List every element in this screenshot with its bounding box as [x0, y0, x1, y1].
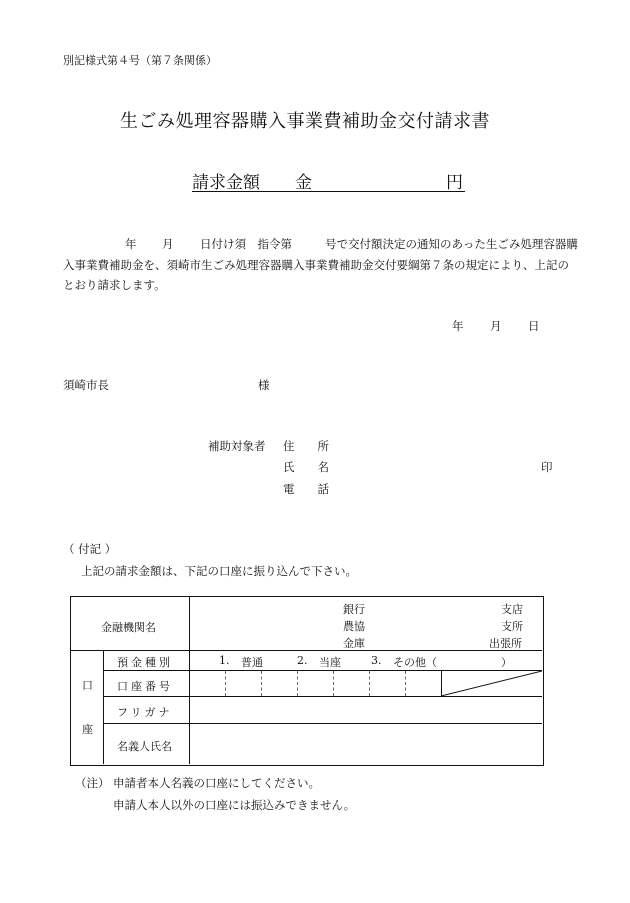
account-diagonal-slash — [441, 671, 542, 696]
holder-name-label: 名義人氏名 — [117, 740, 172, 753]
addressee-sama: 様 — [258, 378, 270, 392]
account-digit-divider — [405, 671, 406, 696]
footnote-line1: 申請者本人名義の口座にしてください。 — [113, 776, 320, 790]
addressee-mayor: 須崎市長 — [63, 378, 109, 392]
date-day: 日 — [528, 319, 540, 333]
kouza-ku: 口 — [82, 679, 93, 692]
body-date-text: 日付け須 指令第 — [200, 237, 292, 251]
applicant-seal: 印 — [541, 460, 553, 474]
furigana-row-divider — [103, 723, 542, 724]
deposit-opt3-num: 3. — [371, 654, 382, 667]
account-digit-divider — [225, 671, 226, 696]
body-line3: とおり請求します。 — [63, 278, 166, 292]
applicant-phone-label: 電 話 — [283, 482, 329, 496]
amount-underline — [192, 191, 465, 192]
account-number-label: 口座番号 — [117, 680, 173, 693]
branch-label: 支店 — [501, 603, 523, 616]
amount-yen: 円 — [446, 173, 463, 193]
footnote-line2: 申請人本人以外の口座には振込みできません。 — [113, 798, 356, 812]
account-digit-divider — [369, 671, 370, 696]
date-month: 月 — [490, 319, 502, 333]
label-column-divider — [189, 597, 190, 764]
institution-label: 金融機関名 — [101, 621, 156, 634]
body-year: 年 — [125, 237, 137, 251]
account-digit-divider — [333, 671, 334, 696]
amount-kin: 金 — [295, 173, 312, 193]
applicant-label: 補助対象者 — [208, 439, 266, 453]
document-title: 生ごみ処理容器購入事業費補助金交付請求書 — [120, 111, 490, 132]
bank-label: 銀行 — [343, 603, 365, 616]
applicant-name-label: 氏 名 — [283, 460, 329, 474]
deposit-type-label: 預金種別 — [117, 656, 173, 669]
institution-row-divider — [71, 650, 542, 651]
kouza-za: 座 — [82, 723, 93, 736]
deposit-opt1[interactable]: 普通 — [241, 656, 263, 669]
branch-office-label: 支所 — [501, 620, 523, 633]
applicant-address-label: 住 所 — [283, 439, 329, 453]
account-number-row-divider — [103, 696, 542, 697]
furigana-label: フリガナ — [117, 706, 173, 719]
account-digit-divider — [297, 671, 298, 696]
kouza-column-divider — [103, 650, 104, 764]
sub-office-label: 出張所 — [489, 637, 522, 650]
agri-label: 農協 — [343, 620, 365, 633]
amount-label: 請求金額 — [192, 173, 260, 193]
body-line2: 入事業費補助金を、須崎市生ごみ処理容器購入事業費補助金交付要綱第７条の規定により、上記の — [63, 258, 569, 272]
date-year: 年 — [452, 319, 464, 333]
note-text: 上記の請求金額は、下記の口座に振り込んで下さい。 — [81, 564, 357, 578]
account-digit-divider — [261, 671, 262, 696]
bank-account-table — [70, 596, 544, 766]
deposit-opt3[interactable]: その他（ — [393, 656, 437, 669]
deposit-opt2[interactable]: 当座 — [319, 656, 341, 669]
deposit-opt2-num: 2. — [297, 654, 308, 667]
credit-label: 金庫 — [343, 637, 365, 650]
body-number-text: 号で交付額決定の通知のあった生ごみ処理容器購 — [325, 237, 578, 251]
note-heading: （ 付記 ） — [63, 542, 117, 556]
body-month: 月 — [162, 237, 174, 251]
form-number: 別記様式第４号（第７条関係） — [63, 54, 217, 67]
deposit-opt1-num: 1. — [219, 654, 230, 667]
deposit-opt3-close: ） — [501, 656, 512, 669]
footnote-mark: （注） — [75, 776, 110, 790]
